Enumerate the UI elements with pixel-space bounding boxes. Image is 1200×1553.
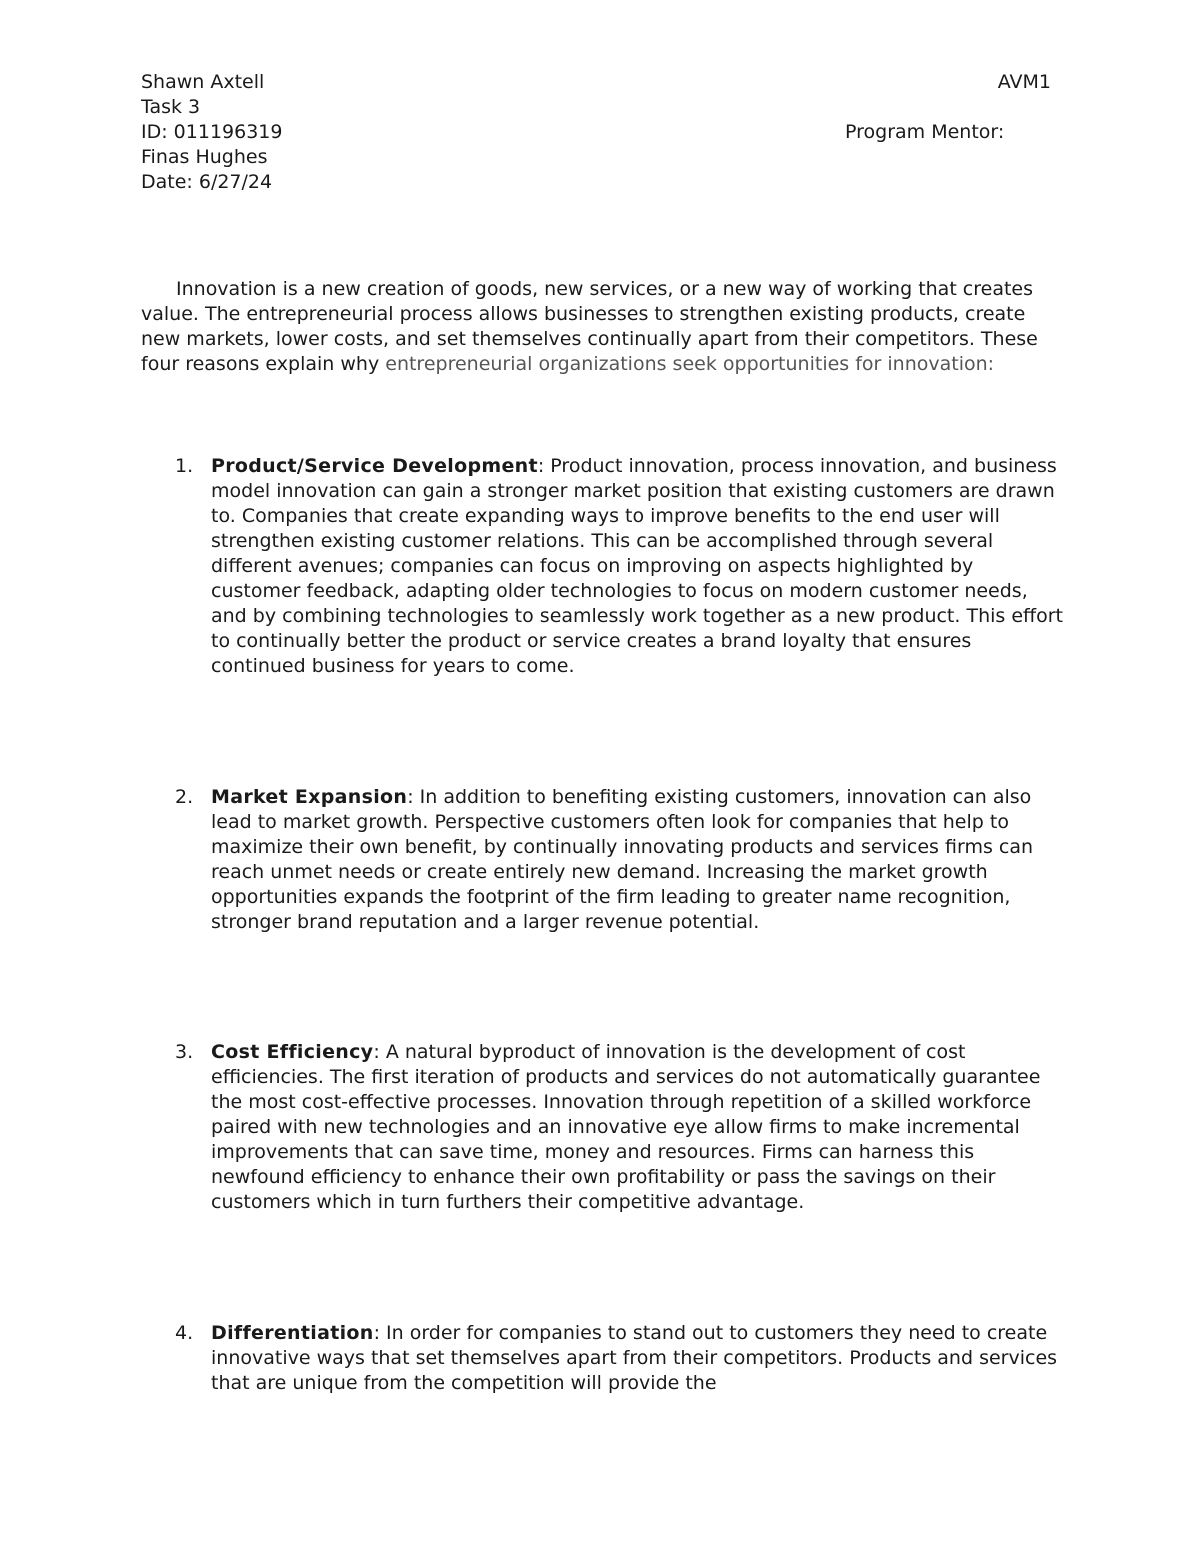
list-item <box>141 785 1066 935</box>
course-code: AVM1 <box>997 71 1051 93</box>
list-item-text <box>211 1040 1066 1215</box>
list-item-number: 4. <box>175 1322 194 1344</box>
list-item-number: 1. <box>175 455 194 477</box>
list-item-title: Cost Efficiency <box>211 1041 374 1063</box>
document-date: Date: 6/27/24 <box>141 171 273 193</box>
header-line-5 <box>141 170 1051 195</box>
author-name: Shawn Axtell <box>141 71 265 93</box>
list-item-body: : A natural byproduct of innovation is the development of cost efficiencies. The first iteration of products and services do not automatically guarantee the most cost-effective processes. Innovation through repetition of a skilled workforce paired with new technologies and an innovative eye allow firms to make incremental improvements that can save time, money and resources. Firms can harness this newfound efficiency to enhance their own profitability or pass the savings on their customers which in turn furthers their competitive advantage. <box>211 1041 1041 1213</box>
header-line-3 <box>141 120 1051 145</box>
intro-text: Innovation is a new creation of goods, new services, or a new way of working that creates value. The entrepreneurial process allows businesses to strengthen existing products, create new markets, lower costs, and set themselves continually apart from their competitors. These four reasons explain why <box>141 278 1038 375</box>
list-item-text <box>211 785 1066 935</box>
list-item-body: : Product innovation, process innovation, and business model innovation can gain a stronger market position that existing customers are drawn to. Companies that create expanding ways to improve benefits to the end user will strengthen existing customer relations. This can be accomplished through several different avenues; companies can focus on improving on aspects highlighted by customer feedback, adapting older technologies to focus on modern customer needs, and by combining technologies to seamlessly work together as a new product. This effort to continually better the product or service creates a brand loyalty that ensures continued business for years to come. <box>211 455 1063 677</box>
header-line-1 <box>141 70 1051 95</box>
list-item-text <box>211 454 1066 679</box>
list-item-body: : In order for companies to stand out to customers they need to create innovative ways that set themselves apart from their competitors. Products and services that are unique from the competition will provide the <box>211 1322 1058 1394</box>
intro-text-muted: entrepreneurial organizations seek opportunities for innovation: <box>385 353 995 375</box>
student-id: ID: 011196319 <box>141 121 283 143</box>
mentor-name: Finas Hughes <box>141 146 268 168</box>
list-item <box>141 454 1066 679</box>
list-item-number: 2. <box>175 786 194 808</box>
document-header <box>141 70 1051 195</box>
list-item-body: : In addition to benefiting existing customers, innovation can also lead to market growth. Perspective customers often look for companies that help to maximize their own benefit, by continually innovating products and services firms can reach unmet needs or create entirely new demand. Increasing the market growth opportunities expands the footprint of the firm leading to greater name recognition, stronger brand reputation and a larger revenue potential. <box>211 786 1034 933</box>
intro-paragraph <box>141 277 1061 377</box>
list-item-title: Market Expansion <box>211 786 408 808</box>
list-item <box>141 1321 1066 1396</box>
list-item-number: 3. <box>175 1041 194 1063</box>
list-item-title: Differentiation <box>211 1322 374 1344</box>
header-line-4 <box>141 145 1051 170</box>
list-item-title: Product/Service Development <box>211 455 538 477</box>
mentor-label: Program Mentor: <box>845 121 1005 143</box>
list-item-text <box>211 1321 1066 1396</box>
list-item <box>141 1040 1066 1215</box>
task-label: Task 3 <box>141 96 201 118</box>
header-line-2 <box>141 95 1051 120</box>
